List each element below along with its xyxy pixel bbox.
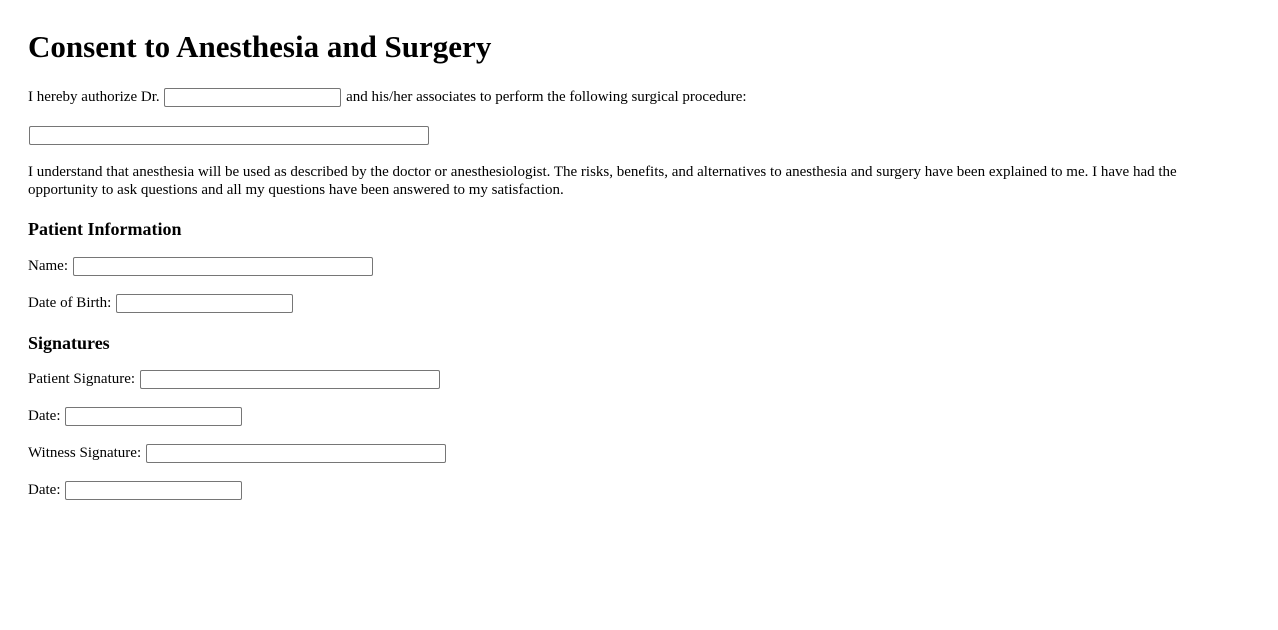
consent-statement: I understand that anesthesia will be used as described by the doctor or anesthesiologist. The risks, benefits, and alternatives to anesthesia and surgery have been explained to me. I have had the opportunity to ask questions and all my questions have been answered to my satisfaction. bbox=[28, 164, 1177, 198]
name-label: Name: bbox=[28, 258, 68, 274]
page-title: Consent to Anesthesia and Surgery bbox=[28, 29, 492, 64]
name-row bbox=[28, 256, 1250, 277]
patient-signature-input[interactable] bbox=[140, 370, 440, 389]
consent-form-page bbox=[0, 29, 1278, 501]
witness-signature-row bbox=[28, 443, 1250, 464]
dob-row bbox=[28, 293, 1250, 314]
witness-date-row bbox=[28, 480, 1250, 501]
witness-signature-input[interactable] bbox=[146, 444, 446, 463]
authorize-prefix-text: I hereby authorize Dr. bbox=[28, 89, 160, 105]
signatures-heading: Signatures bbox=[28, 333, 110, 353]
authorize-suffix-text: and his/her associates to perform the following surgical procedure: bbox=[346, 89, 747, 105]
patient-signature-row bbox=[28, 369, 1250, 390]
doctor-name-input[interactable] bbox=[164, 88, 341, 107]
patient-information-heading: Patient Information bbox=[28, 219, 182, 239]
witness-date-label: Date: bbox=[28, 482, 61, 498]
witness-signature-label: Witness Signature: bbox=[28, 445, 142, 461]
patient-date-input[interactable] bbox=[65, 407, 242, 426]
procedure-row bbox=[28, 125, 1250, 146]
dob-input[interactable] bbox=[116, 294, 293, 313]
patient-date-row bbox=[28, 406, 1250, 427]
dob-label: Date of Birth: bbox=[28, 295, 112, 311]
authorization-line bbox=[28, 87, 1250, 108]
patient-signature-label: Patient Signature: bbox=[28, 371, 136, 387]
procedure-input[interactable] bbox=[29, 126, 429, 145]
name-input[interactable] bbox=[73, 257, 373, 276]
patient-date-label: Date: bbox=[28, 408, 61, 424]
witness-date-input[interactable] bbox=[65, 481, 242, 500]
